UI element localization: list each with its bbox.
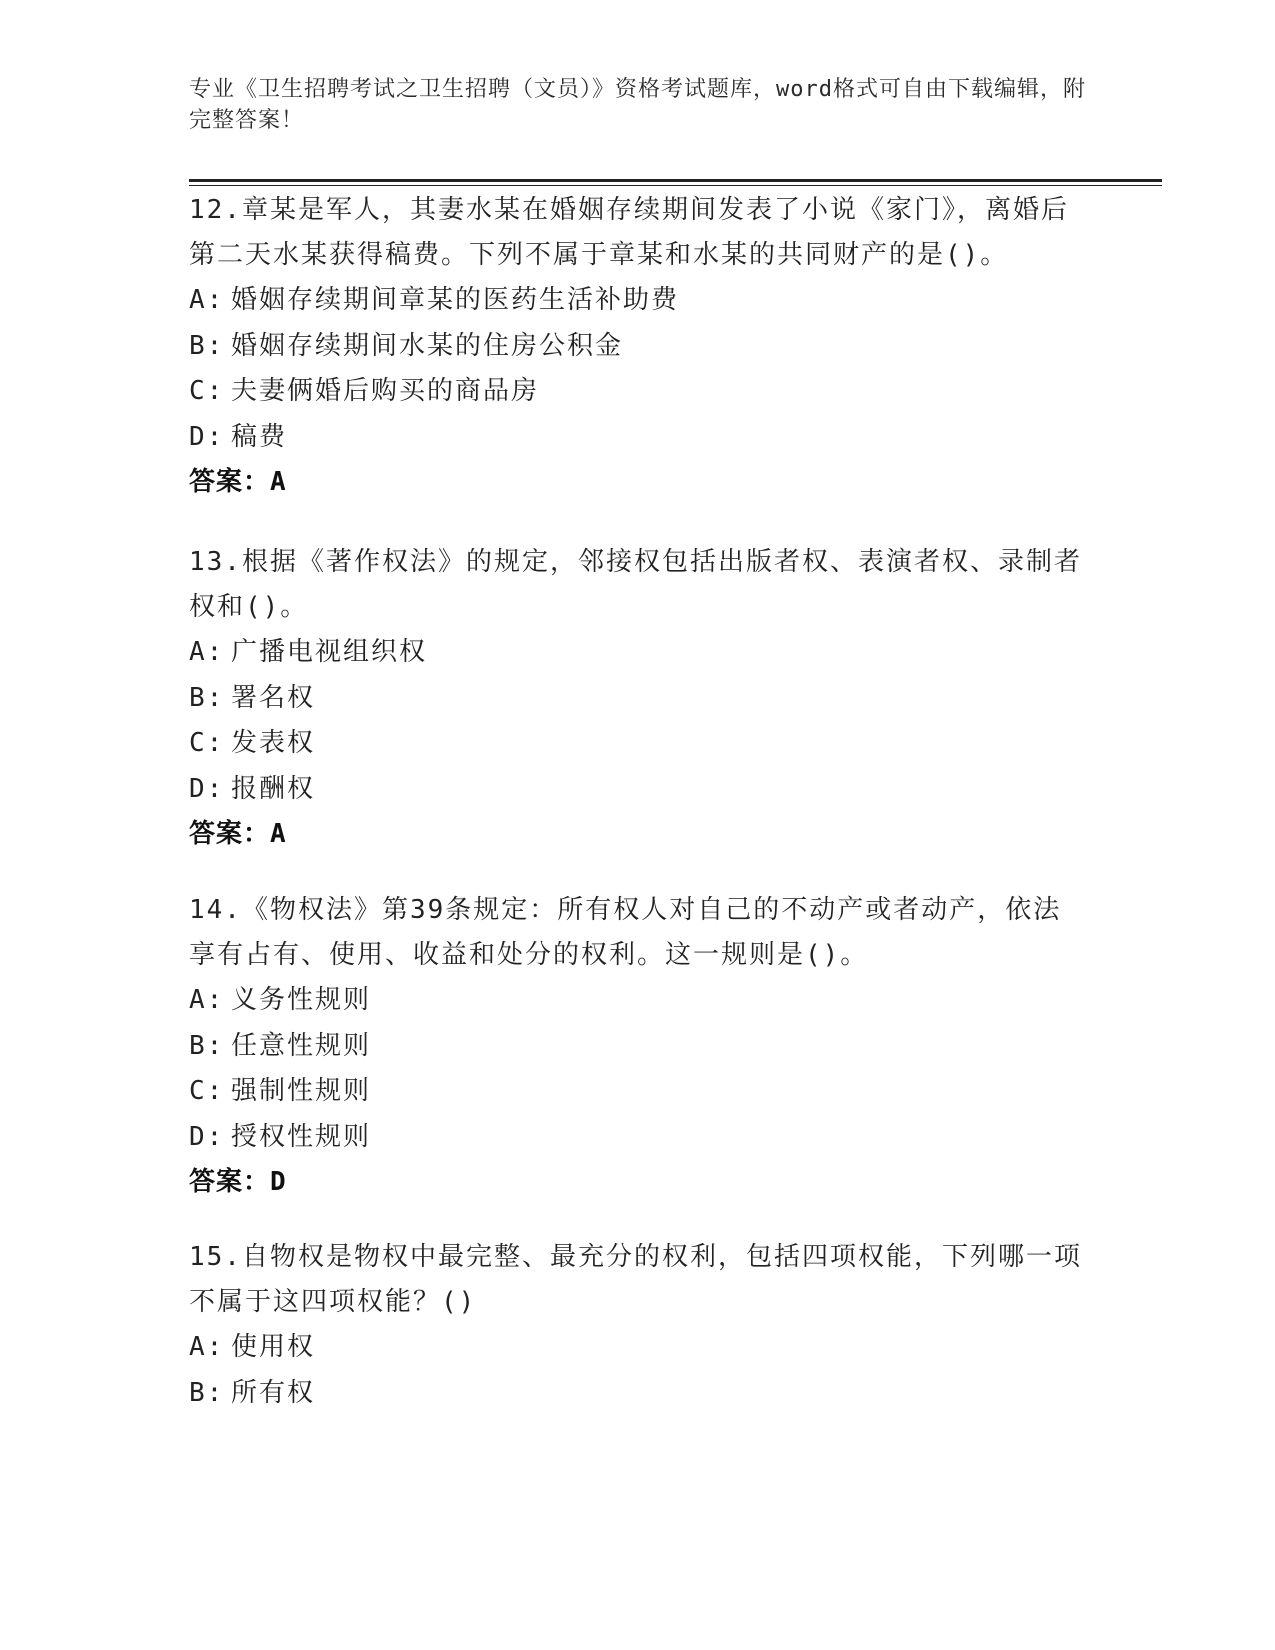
option-key: A: bbox=[189, 985, 225, 1015]
header-divider-thick bbox=[189, 179, 1162, 182]
option-key: B: bbox=[189, 1030, 225, 1061]
answer-value: A bbox=[270, 819, 287, 849]
option-a bbox=[189, 1325, 1089, 1371]
option-key: C: bbox=[189, 1076, 225, 1106]
option-text: 所有权 bbox=[231, 1377, 316, 1408]
header-text: 专业《卫生招聘考试之卫生招聘（文员）》资格考试题库，word格式可自由下载编辑，附完整答案！ bbox=[189, 77, 1086, 133]
question-14 bbox=[189, 888, 1089, 1206]
answer-value: D bbox=[270, 1167, 287, 1197]
option-text: 义务性规则 bbox=[231, 985, 372, 1015]
option-key: B: bbox=[189, 1377, 225, 1408]
answer-line bbox=[189, 460, 1089, 506]
option-text: 夫妻俩婚后购买的商品房 bbox=[231, 376, 540, 406]
option-c bbox=[189, 721, 1089, 767]
option-d bbox=[189, 415, 1089, 461]
option-text: 报酬权 bbox=[231, 773, 316, 804]
option-key: B: bbox=[189, 330, 225, 361]
option-b bbox=[189, 324, 1089, 370]
option-a bbox=[189, 630, 1089, 676]
option-text: 稿费 bbox=[231, 421, 288, 452]
option-text: 署名权 bbox=[231, 682, 316, 713]
option-key: C: bbox=[189, 376, 225, 406]
option-text: 强制性规则 bbox=[231, 1076, 372, 1106]
question-text: 12.章某是军人，其妻水某在婚姻存续期间发表了小说《家门》，离婚后第二天水某获得稿费。下列不属于章某和水某的共同财产的是()。 bbox=[189, 195, 1069, 270]
option-b bbox=[189, 1371, 1089, 1417]
option-key: D: bbox=[189, 421, 225, 452]
option-key: C: bbox=[189, 728, 225, 758]
option-c bbox=[189, 369, 1089, 415]
question-text: 14.《物权法》第39条规定：所有权人对自己的不动产或者动产，依法享有占有、使用、收益和处分的权利。这一规则是()。 bbox=[189, 895, 1062, 970]
option-a bbox=[189, 278, 1089, 324]
answer-label: 答案： bbox=[189, 819, 271, 849]
question-text: 13.根据《著作权法》的规定，邻接权包括出版者权、表演者权、录制者权和()。 bbox=[189, 547, 1082, 622]
option-text: 广播电视组织权 bbox=[231, 637, 428, 667]
option-c bbox=[189, 1069, 1089, 1115]
option-text: 婚姻存续期间水某的住房公积金 bbox=[231, 330, 624, 361]
answer-value: A bbox=[270, 467, 287, 497]
header-divider-thin bbox=[189, 185, 1162, 186]
answer-line bbox=[189, 1160, 1089, 1206]
option-b bbox=[189, 676, 1089, 722]
answer-label: 答案： bbox=[189, 1167, 271, 1197]
option-key: A: bbox=[189, 1332, 225, 1362]
question-text: 15.自物权是物权中最完整、最充分的权利，包括四项权能，下列哪一项不属于这四项权能？() bbox=[189, 1242, 1082, 1317]
option-d bbox=[189, 1115, 1089, 1161]
document-header bbox=[189, 74, 1089, 136]
option-text: 婚姻存续期间章某的医药生活补助费 bbox=[231, 285, 680, 315]
answer-line bbox=[189, 812, 1089, 858]
question-15 bbox=[189, 1235, 1089, 1416]
option-a bbox=[189, 978, 1089, 1024]
option-text: 发表权 bbox=[231, 728, 316, 758]
option-key: A: bbox=[189, 285, 225, 315]
option-text: 授权性规则 bbox=[231, 1121, 372, 1152]
option-key: B: bbox=[189, 682, 225, 713]
answer-label: 答案： bbox=[189, 467, 271, 497]
option-b bbox=[189, 1024, 1089, 1070]
option-key: A: bbox=[189, 637, 225, 667]
question-13 bbox=[189, 540, 1089, 858]
question-12 bbox=[189, 188, 1089, 506]
option-text: 使用权 bbox=[231, 1332, 316, 1362]
option-d bbox=[189, 767, 1089, 813]
option-text: 任意性规则 bbox=[231, 1030, 372, 1061]
option-key: D: bbox=[189, 773, 225, 804]
option-key: D: bbox=[189, 1121, 225, 1152]
